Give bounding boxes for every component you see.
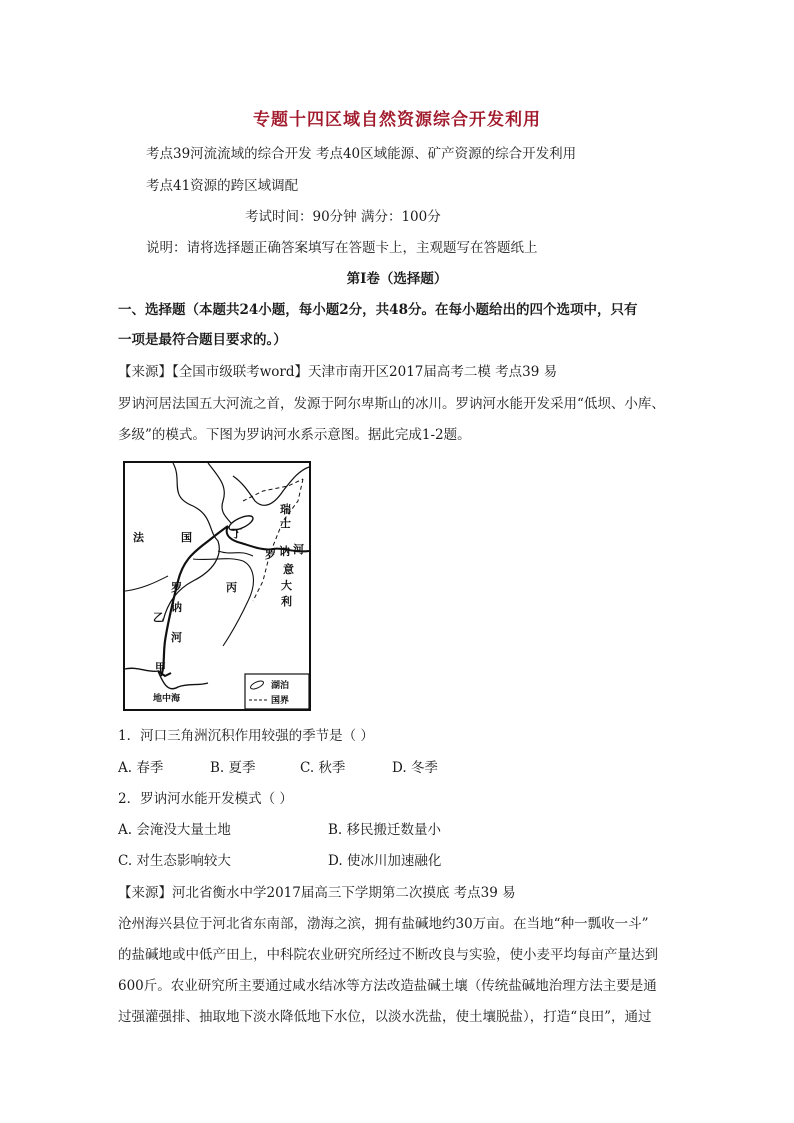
- passage-2-line-3: 600斤。农业研究所主要通过咸水结冰等方法改造盐碱土壤（传统盐碱地治理方法主要是通: [118, 978, 657, 994]
- page-title: 专题十四区域自然资源综合开发利用: [253, 110, 541, 130]
- q1-option-b[interactable]: B. 夏季: [210, 760, 256, 776]
- label-luo-2: 罗: [171, 581, 182, 594]
- label-yi-country: 意: [283, 563, 294, 576]
- instructions: 说明：请将选择题正确答案填写在答题卡上，主观题写在答题纸上: [146, 240, 538, 256]
- label-he: 河: [293, 543, 304, 556]
- label-na-2: 讷: [171, 601, 182, 614]
- label-sea: 地中海: [153, 694, 181, 704]
- label-na: 讷: [279, 545, 290, 558]
- source-2: 【来源】河北省衡水中学2017届高三下学期第二次摸底 考点39 易: [118, 885, 516, 901]
- q1-option-d[interactable]: D. 冬季: [392, 760, 438, 776]
- q2-option-d[interactable]: D. 使冰川加速融化: [328, 853, 442, 869]
- kaodian-line-1: 考点39河流流域的综合开发 考点40区域能源、矿产资源的综合开发利用: [146, 146, 577, 162]
- label-yi: 乙: [153, 611, 164, 624]
- volume-title: 第Ⅰ卷（选择题）: [346, 271, 448, 287]
- passage-1-line-1: 罗讷河居法国五大河流之首，发源于阿尔卑斯山的冰川。罗讷河水能开发采用“低坝、小库、: [118, 396, 665, 412]
- legend-lake: 湖泊: [271, 681, 290, 691]
- q1-option-a[interactable]: A. 春季: [118, 760, 164, 776]
- label-jia: 甲: [155, 661, 166, 674]
- source-1: 【来源】【全国市级联考word】天津市南开区2017届高考二模 考点39 易: [118, 364, 558, 380]
- label-shi: 士: [280, 517, 291, 530]
- section-heading-line-1: 一、选择题（本题共24小题，每小题2分，共48分。在每小题给出的四个选项中，只有: [118, 302, 638, 318]
- q1-option-c[interactable]: C. 秋季: [300, 760, 346, 776]
- label-ding: 丁: [231, 527, 242, 540]
- legend-border: 国界: [271, 696, 290, 706]
- rhone-river-map: [123, 461, 311, 711]
- passage-2-line-4: 过强灌强排、抽取地下淡水降低地下水位，以淡水洗盐，使土壤脱盐），打造“良田”，通过: [118, 1009, 652, 1025]
- label-luo: 罗: [265, 548, 276, 561]
- section-heading-line-2: 一项是最符合题目要求的。）: [118, 332, 287, 348]
- label-fa: 法: [133, 531, 144, 544]
- passage-2-line-2: 的盐碱地或中低产田上，中科院农业研究所经过不断改良与实验，使小麦平均每亩产量达到: [118, 947, 658, 963]
- question-1-stem: 1．河口三角洲沉积作用较强的季节是（ ）: [118, 728, 374, 744]
- exam-info: 考试时间：90分钟 满分：100分: [245, 209, 441, 225]
- label-he-2: 河: [171, 631, 182, 644]
- passage-1-line-2: 多级”的模式。下图为罗讷河水系示意图。据此完成1-2题。: [118, 427, 471, 443]
- label-rui: 瑞: [280, 503, 291, 516]
- label-guo: 国: [181, 531, 192, 544]
- label-li: 利: [281, 595, 292, 608]
- q2-option-a[interactable]: A. 会淹没大量土地: [118, 822, 231, 838]
- q2-option-c[interactable]: C. 对生态影响较大: [118, 853, 231, 869]
- label-bing: 丙: [226, 581, 237, 594]
- q2-option-b[interactable]: B. 移民搬迁数量小: [328, 822, 442, 838]
- passage-2-line-1: 沧州海兴县位于河北省东南部，渤海之滨，拥有盐碱地约30万亩。在当地“种一瓢收一斗”: [118, 916, 649, 932]
- kaodian-line-2: 考点41资源的跨区域调配: [146, 178, 299, 194]
- question-2-stem: 2．罗讷河水能开发模式（ ）: [118, 791, 293, 807]
- label-da: 大: [281, 579, 292, 592]
